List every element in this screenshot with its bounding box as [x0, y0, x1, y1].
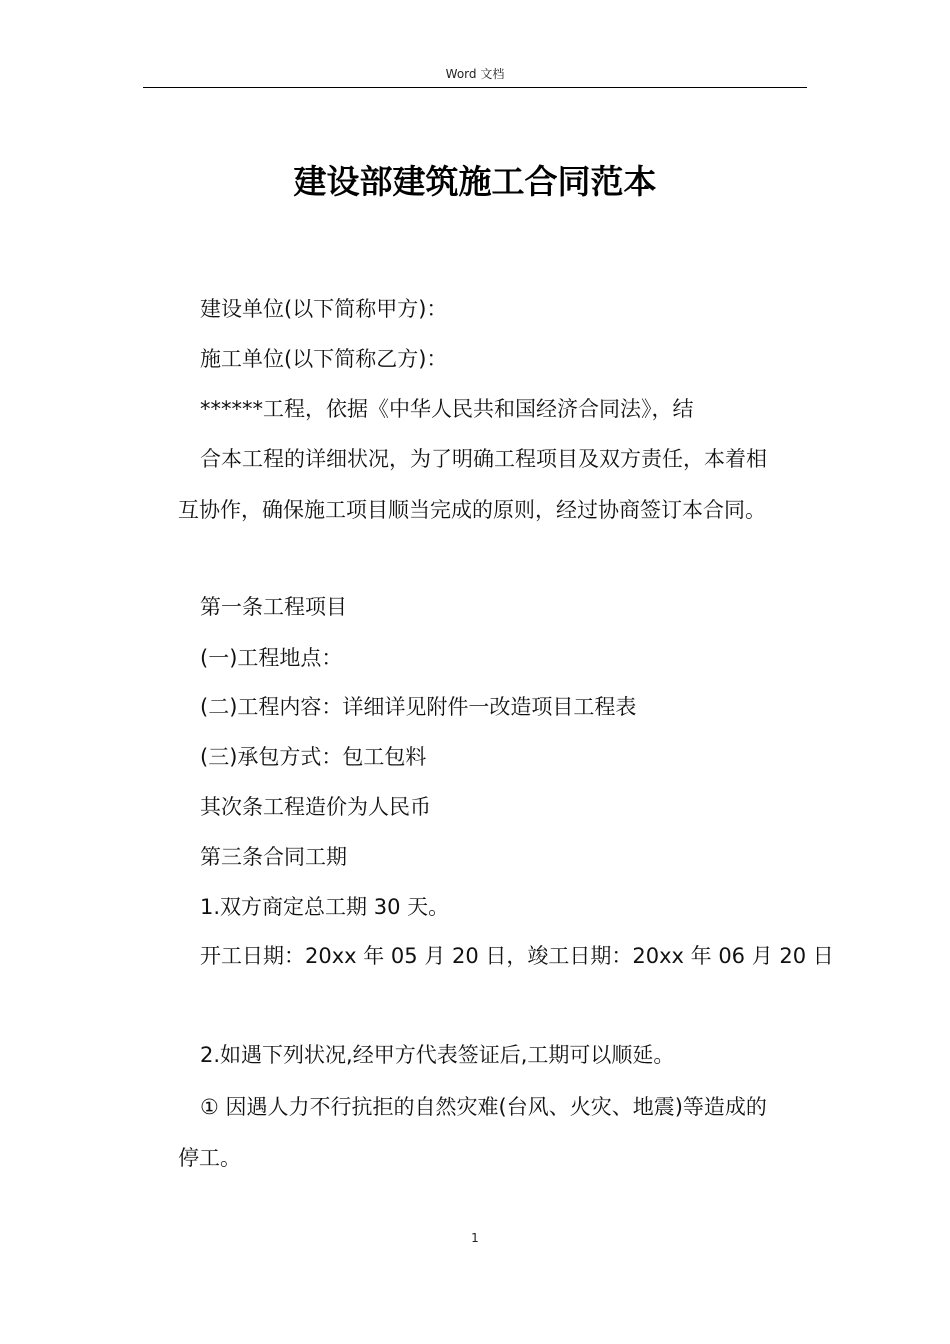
page-number: 1	[471, 1231, 479, 1245]
article-3-dates: 开工日期：20xx 年 05 月 20 日，竣工日期：20xx 年 06 月 20 日	[200, 944, 834, 968]
page-header: Word 文档	[445, 67, 505, 81]
article-1-item-method: (三)承包方式：包工包料	[200, 745, 427, 769]
article-1-item-location: (一)工程地点：	[200, 646, 343, 670]
article-3-heading: 第三条合同工期	[200, 845, 347, 869]
extension-condition-1-line-1: ① 因遇人力不行抗拒的自然灾难(台风、火灾、地震)等造成的	[200, 1095, 767, 1119]
extension-condition-1-line-2: 停工。	[178, 1146, 241, 1170]
paragraph-preamble-line-3: 互协作，确保施工项目顺当完成的原则，经过协商签订本合同。	[178, 498, 766, 522]
paragraph-party-b: 施工单位(以下简称乙方)：	[200, 347, 448, 371]
paragraph-party-a: 建设单位(以下简称甲方)：	[200, 297, 448, 321]
article-1-item-content: (二)工程内容：详细详见附件一改造项目工程表	[200, 695, 637, 719]
paragraph-preamble-line-2: 合本工程的详细状况，为了明确工程项目及双方责任，本着相	[200, 447, 767, 471]
article-2-heading: 其次条工程造价为人民币	[200, 795, 431, 819]
paragraph-preamble-line-1: ******工程，依据《中华人民共和国经济合同法》，结	[200, 397, 694, 421]
article-3-extension-clause: 2.如遇下列状况,经甲方代表签证后,工期可以顺延。	[200, 1043, 675, 1067]
header-rule	[143, 87, 807, 88]
article-3-total-duration: 1.双方商定总工期 30 天。	[200, 895, 450, 919]
document-title: 建设部建筑施工合同范本	[293, 162, 657, 201]
article-1-heading: 第一条工程项目	[200, 595, 347, 619]
